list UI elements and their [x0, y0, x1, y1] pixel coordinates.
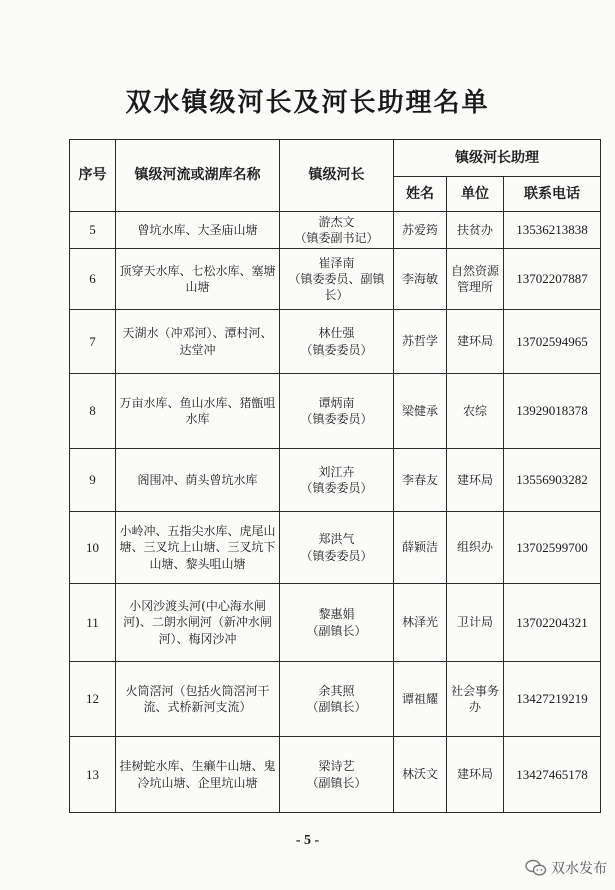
- row-river: 顶穿天水库、七松水库、塞塘山塘: [116, 249, 280, 310]
- header-phone: 联系电话: [504, 177, 601, 212]
- table-row: [70, 249, 601, 310]
- leader-name: 林仕强: [318, 326, 355, 341]
- row-leader: [280, 512, 394, 584]
- row-unit: 扶贫办: [447, 212, 504, 249]
- row-seq: 8: [70, 374, 116, 449]
- row-leader: [280, 584, 394, 662]
- row-unit: 建环局: [447, 737, 504, 813]
- leader-name: 谭炳南: [318, 395, 355, 410]
- leader-name: 余其照: [318, 683, 355, 698]
- row-unit: 建环局: [447, 310, 504, 374]
- row-leader: [280, 662, 394, 737]
- row-assistant: 苏爱筠: [394, 212, 447, 249]
- row-assistant: 林泽光: [394, 584, 447, 662]
- row-seq: 12: [70, 662, 116, 737]
- document-title: 双水镇级河长及河长助理名单: [125, 88, 490, 118]
- row-seq: 6: [70, 249, 116, 310]
- row-leader: [280, 212, 394, 249]
- header-river: 镇级河流或湖库名称: [116, 140, 280, 212]
- table-row: [70, 737, 601, 813]
- row-unit: 建环局: [447, 449, 504, 512]
- row-leader: [280, 737, 394, 813]
- row-river: 万亩水库、鱼山水库、猪甑咀水库: [116, 374, 280, 449]
- header-unit: 单位: [447, 177, 504, 212]
- row-unit: 自然资源管理所: [447, 249, 504, 310]
- table-row: [70, 310, 601, 374]
- leader-role: （镇委副书记）: [294, 231, 379, 245]
- row-river: 小岭冲、五指尖水库、虎尾山塘、三叉坑上山塘、三叉坑下山塘、黎头咀山塘: [116, 512, 280, 584]
- row-leader: [280, 374, 394, 449]
- leader-role: （副镇长）: [306, 700, 367, 714]
- table-row: [70, 662, 601, 737]
- header-seq: 序号: [70, 140, 116, 212]
- chat-bubbles-icon: [525, 859, 547, 877]
- row-phone: 13427465178: [504, 737, 601, 813]
- row-leader: [280, 310, 394, 374]
- row-leader: [280, 449, 394, 512]
- leader-role: （副镇长）: [306, 775, 367, 790]
- row-seq: 10: [70, 512, 116, 584]
- table-row: [70, 584, 601, 662]
- row-phone: 13929018378: [504, 374, 601, 449]
- row-leader: [280, 249, 394, 310]
- row-river: 阁围冲、荫头曾坑水库: [116, 449, 280, 512]
- leader-name: 黎惠娟: [318, 607, 355, 622]
- header-assistant-group: 镇级河长助理: [394, 140, 601, 177]
- row-assistant: 薛颖洁: [394, 512, 447, 584]
- row-unit: 农综: [447, 374, 504, 449]
- row-assistant: 梁健承: [394, 374, 447, 449]
- row-phone: 13556903282: [504, 449, 601, 512]
- row-river: 天湖水（冲邓河）、潭村河、达堂冲: [116, 310, 280, 374]
- leader-name: 郑洪气: [318, 532, 355, 547]
- header-name: 姓名: [394, 177, 447, 212]
- page-number: - 5 -: [295, 833, 320, 848]
- leader-role: （镇委委员、副镇长）: [288, 271, 385, 303]
- row-seq: 9: [70, 449, 116, 512]
- roster-table: [69, 139, 601, 813]
- table-row: [70, 512, 601, 584]
- row-seq: 5: [70, 212, 116, 249]
- row-seq: 11: [70, 584, 116, 662]
- row-phone: 13702204321: [504, 584, 601, 662]
- row-river: 火筒滘河（包括火筒滘河干流、式桥新河支流）: [116, 662, 280, 737]
- row-unit: 卫计局: [447, 584, 504, 662]
- leader-role: （镇委委员）: [300, 548, 373, 563]
- leader-role: （镇委委员）: [300, 342, 373, 357]
- leader-name: 游杰文: [318, 214, 355, 229]
- row-phone: 13536213838: [504, 212, 601, 249]
- leader-role: （镇委委员）: [300, 412, 373, 426]
- header-leader: 镇级河长: [280, 140, 394, 212]
- table-row: [70, 374, 601, 449]
- leader-role: （副镇长）: [306, 623, 367, 638]
- table-row: [70, 212, 601, 249]
- row-unit: 社会事务办: [447, 662, 504, 737]
- row-phone: 13702594965: [504, 310, 601, 374]
- row-phone: 13702207887: [504, 249, 601, 310]
- row-assistant: 谭祖耀: [394, 662, 447, 737]
- table-row: [70, 449, 601, 512]
- leader-role: （镇委委员）: [300, 481, 373, 495]
- leader-name: 刘江卉: [318, 464, 355, 479]
- watermark-text: 双水发布: [551, 861, 607, 877]
- row-seq: 13: [70, 737, 116, 813]
- leader-name: 崔泽南: [318, 255, 355, 270]
- row-unit: 组织办: [447, 512, 504, 584]
- row-phone: 13702599700: [504, 512, 601, 584]
- row-assistant: 林沃文: [394, 737, 447, 813]
- row-river: 小冈沙渡头河(中心海水闸河)、二朗水闸河（新冲水闸河）、梅冈沙冲: [116, 584, 280, 662]
- row-seq: 7: [70, 310, 116, 374]
- row-assistant: 李海敏: [394, 249, 447, 310]
- leader-name: 梁诗艺: [318, 759, 355, 774]
- row-river: 挂树蛇水库、生癞牛山塘、鬼冷坑山塘、企里坑山塘: [116, 737, 280, 813]
- watermark: [525, 858, 607, 878]
- row-assistant: 苏哲学: [394, 310, 447, 374]
- row-river: 曾坑水库、大圣庙山塘: [116, 212, 280, 249]
- row-phone: 13427219219: [504, 662, 601, 737]
- row-assistant: 李春友: [394, 449, 447, 512]
